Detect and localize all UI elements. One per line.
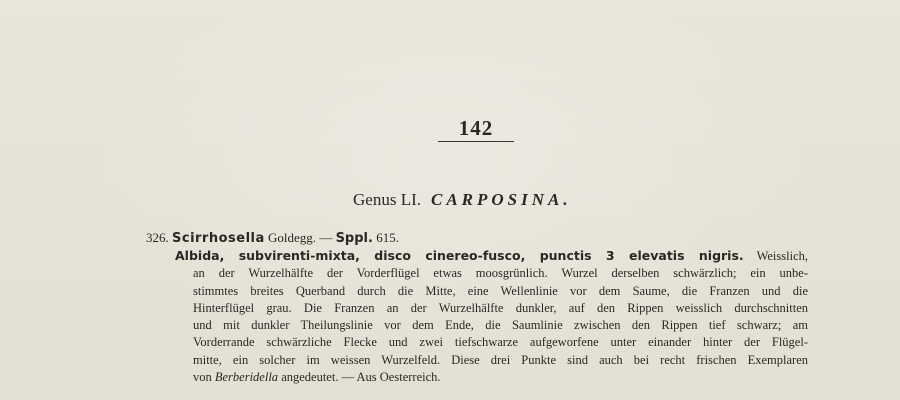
entry-number: 326. xyxy=(146,230,169,245)
species-entry-header xyxy=(146,230,399,246)
description-line: Vorderrande schwärzliche Flecke und zwei tiefschwarze aufgeworfene unter einander hinter der Flügel- xyxy=(193,335,808,350)
description-line: von Berberidella angedeutet. — Aus Oesterreich. xyxy=(193,370,441,385)
page-number: 142 xyxy=(458,116,494,140)
genus-label: Genus LI. xyxy=(353,190,421,209)
genus-heading xyxy=(353,190,572,210)
reference-page: 615. xyxy=(376,230,399,245)
description-line: mitte, ein solcher im weissen Wurzelfeld. Diese drei Punkte sind auch bei recht frischen Exemplaren xyxy=(193,352,808,367)
reference-label: Sppl. xyxy=(335,231,373,246)
description-line: Hinterflügel grau. Die Franzen an der Wurzelhälfte dunkler, auf den Rippen weisslich durchschnitten xyxy=(193,300,808,315)
species-name: Scirrhosella xyxy=(172,231,265,246)
genus-name: CARPOSINA. xyxy=(430,190,572,209)
species-author: Goldegg. — xyxy=(268,230,333,245)
description-line: Albida, subvirenti-mixta, disco cinereo-fusco, punctis 3 elevatis nigris. Weisslich, xyxy=(175,248,808,263)
description-line: an der Wurzelhälfte der Vorderflügel etwas moosgrünlich. Wurzel derselben schwärzlich; ein unbe- xyxy=(193,266,808,281)
description-line: stimmtes breites Querband durch die Mitte, eine Wellenlinie vor dem Saume, die Franzen und die xyxy=(193,283,808,298)
species-description xyxy=(175,247,808,386)
page-number-rule xyxy=(438,141,514,142)
description-line: und mit dunkler Theilungslinie vor dem Ende, die Saumlinie zwischen den Rippen tief schwarz; am xyxy=(193,318,808,333)
host-plant: Berberidella xyxy=(214,370,279,385)
latin-diagnosis: Albida, subvirenti-mixta, disco cinereo-fusco, punctis 3 elevatis nigris. xyxy=(175,248,744,263)
